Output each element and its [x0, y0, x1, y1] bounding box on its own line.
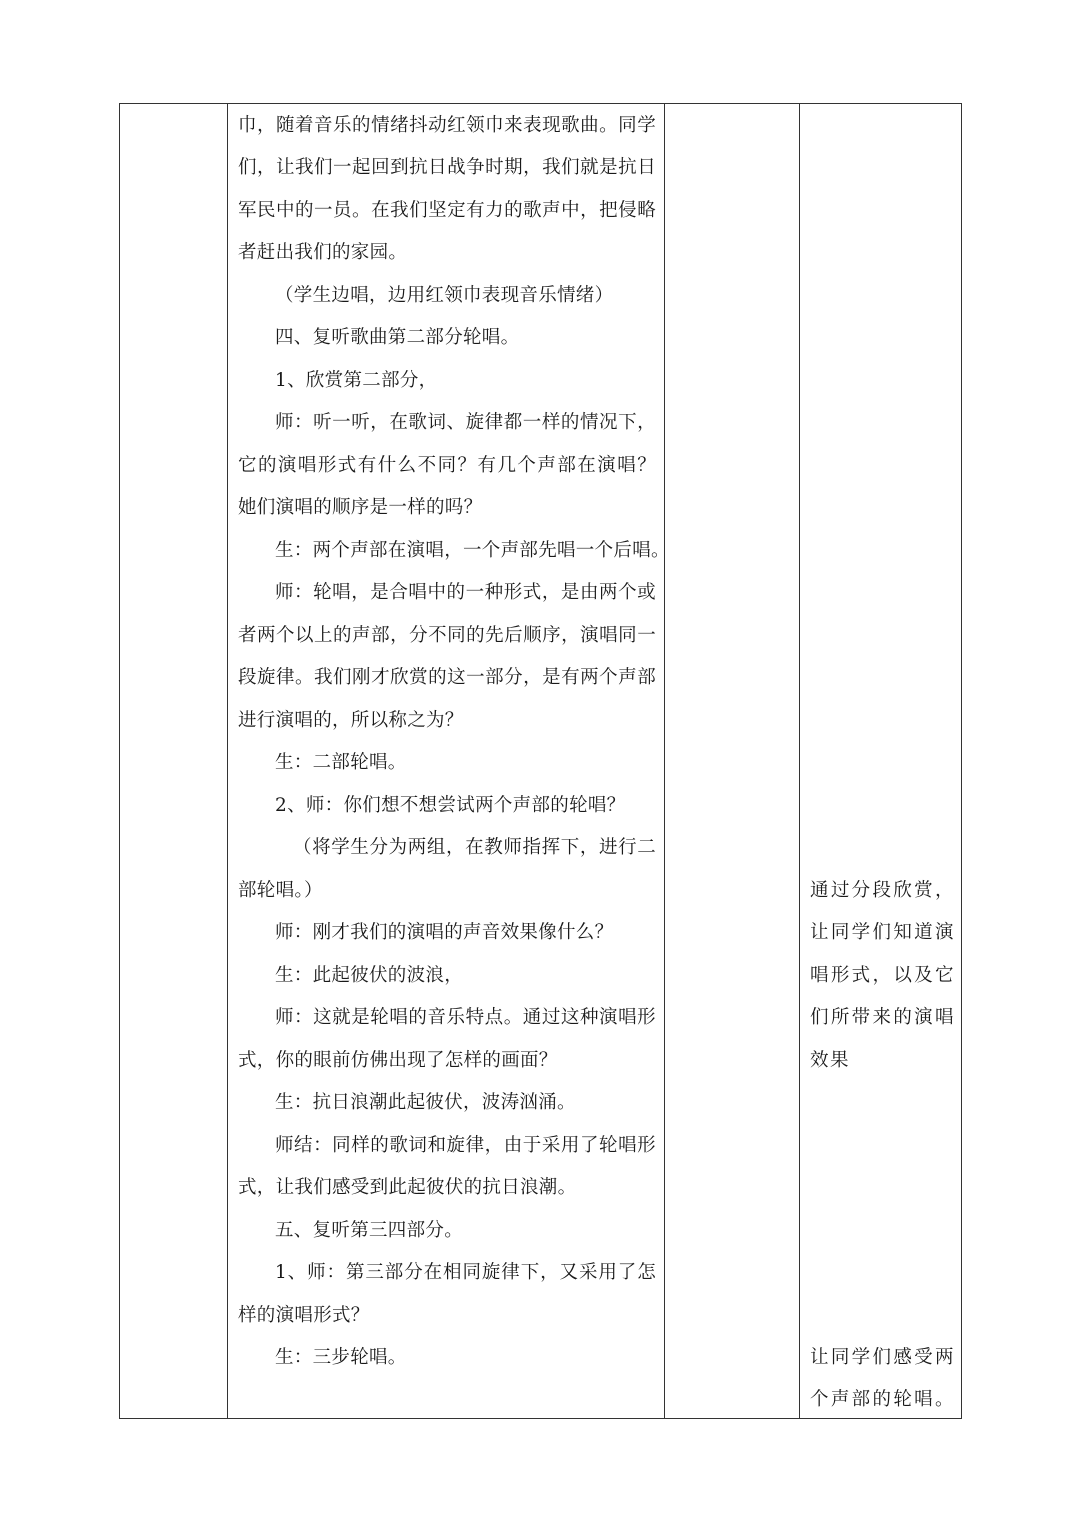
procedure-line: 式，你的眼前仿佛出现了怎样的画面？	[238, 1050, 558, 1071]
table-column-procedure	[228, 104, 670, 1418]
procedure-line: 生：此起彼伏的波浪，	[275, 965, 464, 986]
procedure-line: 四、复听歌曲第二部分轮唱。	[275, 327, 520, 348]
procedure-line: 式，让我们感受到此起彼伏的抗日浪潮。	[238, 1177, 577, 1198]
procedure-line: 它的演唱形式有什么不同？有几个声部在演唱？	[238, 455, 656, 476]
intent-note-line: 通过分段欣赏，	[810, 880, 955, 901]
procedure-line: 师结：同样的歌词和旋律，由于采用了轮唱形	[275, 1135, 656, 1156]
procedure-line: 们，让我们一起回到抗日战争时期，我们就是抗日	[238, 157, 656, 178]
procedure-line: 生：两个声部在演唱，一个声部先唱一个后唱。	[275, 540, 670, 561]
procedure-line: 生：三步轮唱。	[275, 1347, 407, 1368]
procedure-line: 者赶出我们的家园。	[238, 242, 408, 263]
procedure-line: 师：听一听，在歌词、旋律都一样的情况下，	[275, 412, 656, 433]
intent-note-line: 效果	[810, 1050, 851, 1071]
procedure-line: （学生边唱，边用红领巾表现音乐情绪）	[275, 285, 614, 306]
intent-note-line: 们所带来的演唱	[810, 1007, 955, 1028]
procedure-line: 1、欣赏第二部分，	[275, 370, 438, 391]
lesson-plan-table	[119, 103, 962, 1419]
procedure-line: 进行演唱的，所以称之为？	[238, 710, 464, 731]
procedure-line: 样的演唱形式？	[238, 1305, 370, 1326]
procedure-line: 巾，随着音乐的情绪抖动红领巾来表现歌曲。同学	[238, 115, 656, 136]
procedure-line: （将学生分为两组，在教师指挥下，进行二	[293, 837, 656, 858]
procedure-line: 者两个以上的声部，分不同的先后顺序，演唱同一	[238, 625, 656, 646]
procedure-line: 她们演唱的顺序是一样的吗？	[238, 497, 483, 518]
procedure-line: 五、复听第三四部分。	[275, 1220, 464, 1241]
intent-note-line: 让同学们感受两	[810, 1347, 955, 1368]
procedure-line: 军民中的一员。在我们坚定有力的歌声中，把侵略	[238, 200, 656, 221]
table-column-stage	[120, 104, 228, 1418]
table-column-design-intent	[800, 104, 961, 1418]
procedure-line: 师：这就是轮唱的音乐特点。通过这种演唱形	[275, 1007, 656, 1028]
procedure-line: 2、师：你们想不想尝试两个声部的轮唱？	[275, 795, 626, 816]
procedure-line: 师：轮唱，是合唱中的一种形式，是由两个或	[275, 582, 656, 603]
procedure-line: 生：二部轮唱。	[275, 752, 407, 773]
table-column-student-activity	[665, 104, 800, 1418]
intent-note-line: 个声部的轮唱。	[810, 1389, 955, 1410]
procedure-line: 部轮唱。）	[238, 880, 323, 901]
procedure-line: 生：抗日浪潮此起彼伏，波涛汹涌。	[275, 1092, 576, 1113]
procedure-line: 段旋律。我们刚才欣赏的这一部分，是有两个声部	[238, 667, 656, 688]
intent-note-line: 让同学们知道演	[810, 922, 955, 943]
procedure-line: 1、师：第三部分在相同旋律下，又采用了怎	[275, 1262, 656, 1283]
intent-note-line: 唱形式，以及它	[810, 965, 955, 986]
procedure-line: 师：刚才我们的演唱的声音效果像什么？	[275, 922, 614, 943]
